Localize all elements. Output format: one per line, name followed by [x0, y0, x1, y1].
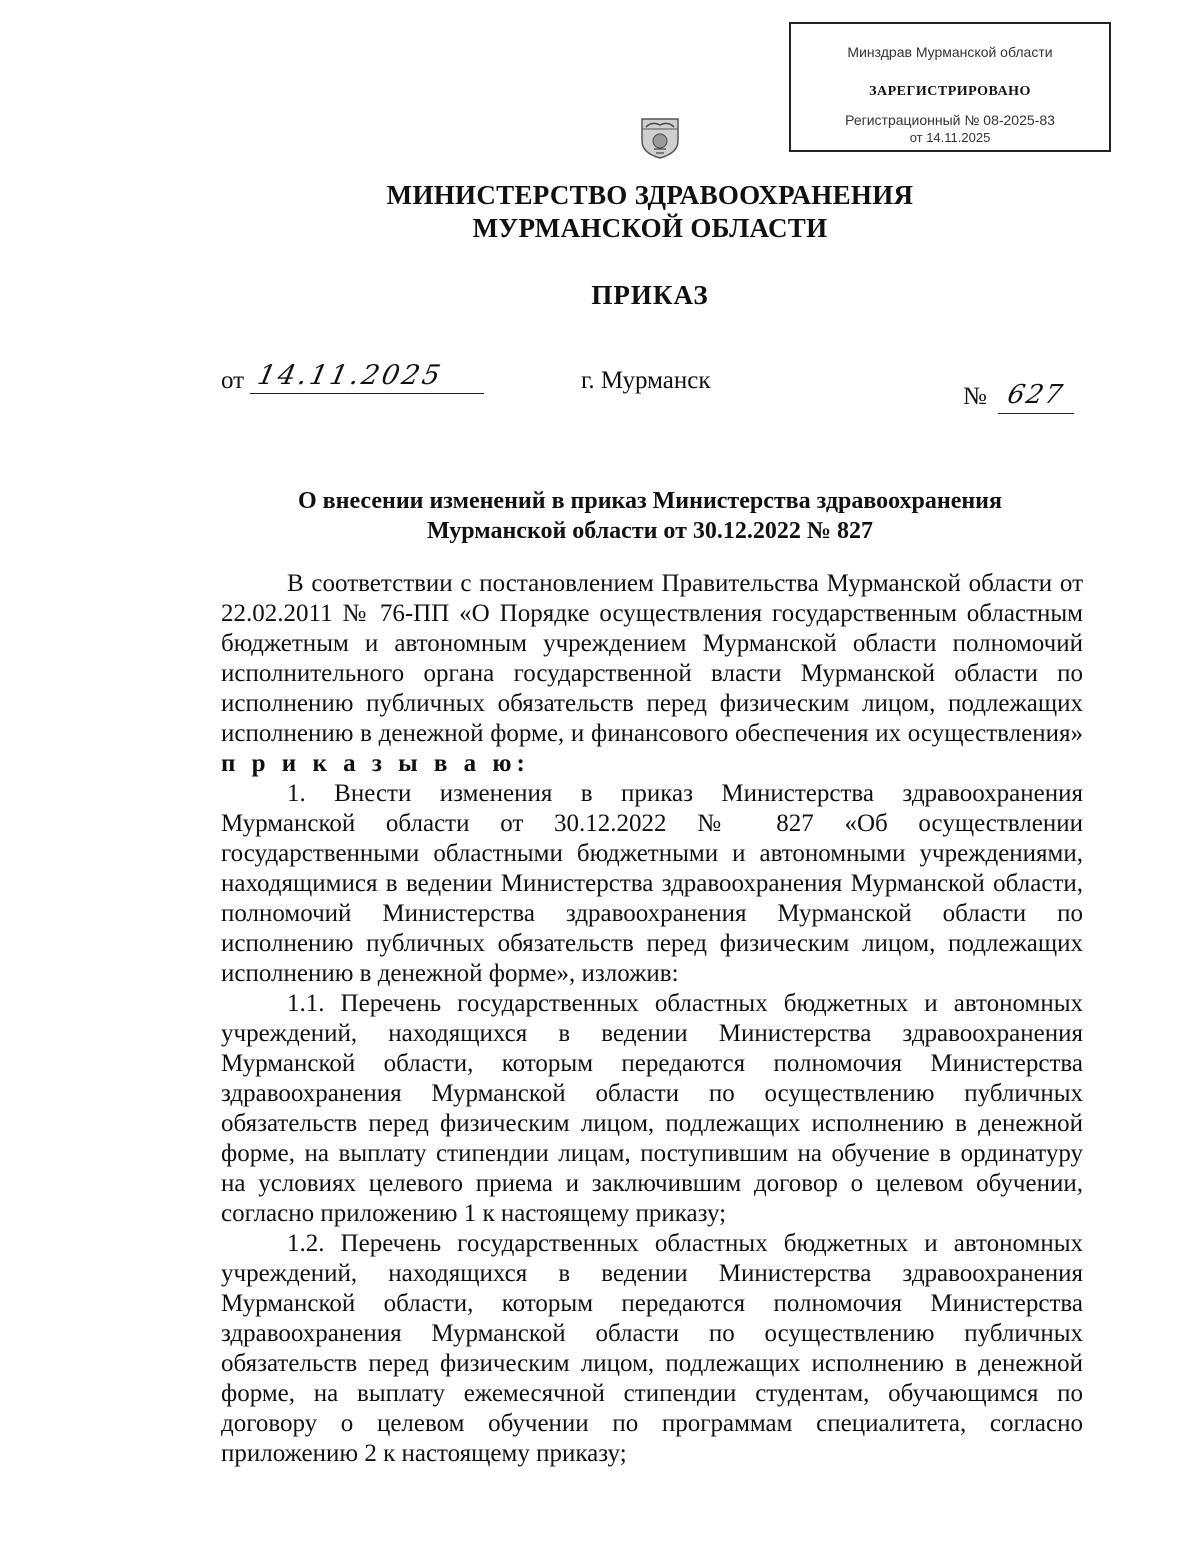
coat-of-arms-icon: [638, 113, 682, 159]
preamble-paragraph: [221, 569, 1083, 779]
preamble-text: В соответствии с постановлением Правительства Мурманской области от 22.02.2011 № 76-ПП «О Порядке осуществления государственным областным бюджетным и автономным учреждением Мурманской области полномочий исполнительного органа государственной власти Мурманской области по исполнению публичных обязательств перед физическим лицом, подлежащих исполнению в денежной форме, и финансового обеспечения их осуществления»: [221, 570, 1083, 747]
stamp-title: ЗАРЕГИСТРИРОВАНО: [869, 84, 1031, 99]
document-body: [221, 569, 1083, 1469]
subject-line2: Мурманской области от 30.12.2022 № 827: [426, 518, 874, 544]
city: г. Мурманск: [581, 367, 711, 394]
handwritten-number: 627: [1004, 380, 1067, 410]
date-underline: [250, 393, 484, 394]
paragraph-1-2: 1.2. Перечень государственных областных бюджетных и автономных учреждений, находящихся в ведении Министерства здравоохранения Мурманской области, которым передаются полномочия Министерства здравоохранения Мурманской области по осуществлению публичных обязательств перед физическим лицом, подлежащих исполнению в денежной форме, на выплату ежемесячной стипендии студентам, обучающимся по договору о целевом обучении по программам специалитета, согласно приложению 2 к настоящему приказу;: [221, 1230, 1083, 1467]
stamp-registration-date: от 14.11.2025: [909, 130, 991, 145]
registration-stamp: [789, 22, 1111, 152]
stamp-registration-number: Регистрационный № 08-2025-83: [845, 112, 1055, 128]
ministry-name-line2: МУРМАНСКОЙ ОБЛАСТИ: [472, 213, 828, 243]
handwritten-date: 14.11.2025: [254, 360, 446, 391]
subject-line1: О внесении изменений в приказ Министерства здравоохранения: [297, 488, 1002, 514]
document-type: ПРИКАЗ: [591, 280, 709, 310]
number-label: №: [963, 383, 987, 410]
stamp-organization: Минздрав Мурманской области: [847, 44, 1053, 60]
number-underline: [998, 413, 1074, 414]
ministry-name-line1: МИНИСТЕРСТВО ЗДРАВООХРАНЕНИЯ: [386, 180, 914, 210]
date-label: от: [221, 367, 245, 394]
decree-word: п р и к а з ы в а ю:: [221, 750, 530, 777]
paragraph-1-1: 1.1. Перечень государственных областных бюджетных и автономных учреждений, находящихся в ведении Министерства здравоохранения Мурманской области, которым передаются полномочия Министерства здравоохранения Мурманской области по осуществлению публичных обязательств перед физическим лицом, подлежащих исполнению в денежной форме, на выплату стипендии лицам, поступившим на обучение в ординатуру на условиях целевого приема и заключившим договор о целевом обучении, согласно приложению 1 к настоящему приказу;: [221, 990, 1083, 1227]
paragraph-1: 1. Внести изменения в приказ Министерства здравоохранения Мурманской области от 30.12.2022 № 827 «Об осуществлении государственными областными бюджетными и автономными учреждениями, находящимися в ведении Министерства здравоохранения Мурманской области, полномочий Министерства здравоохранения Мурманской области по исполнению публичных обязательств перед физическим лицом, подлежащих исполнению в денежной форме», изложив:: [221, 780, 1083, 987]
